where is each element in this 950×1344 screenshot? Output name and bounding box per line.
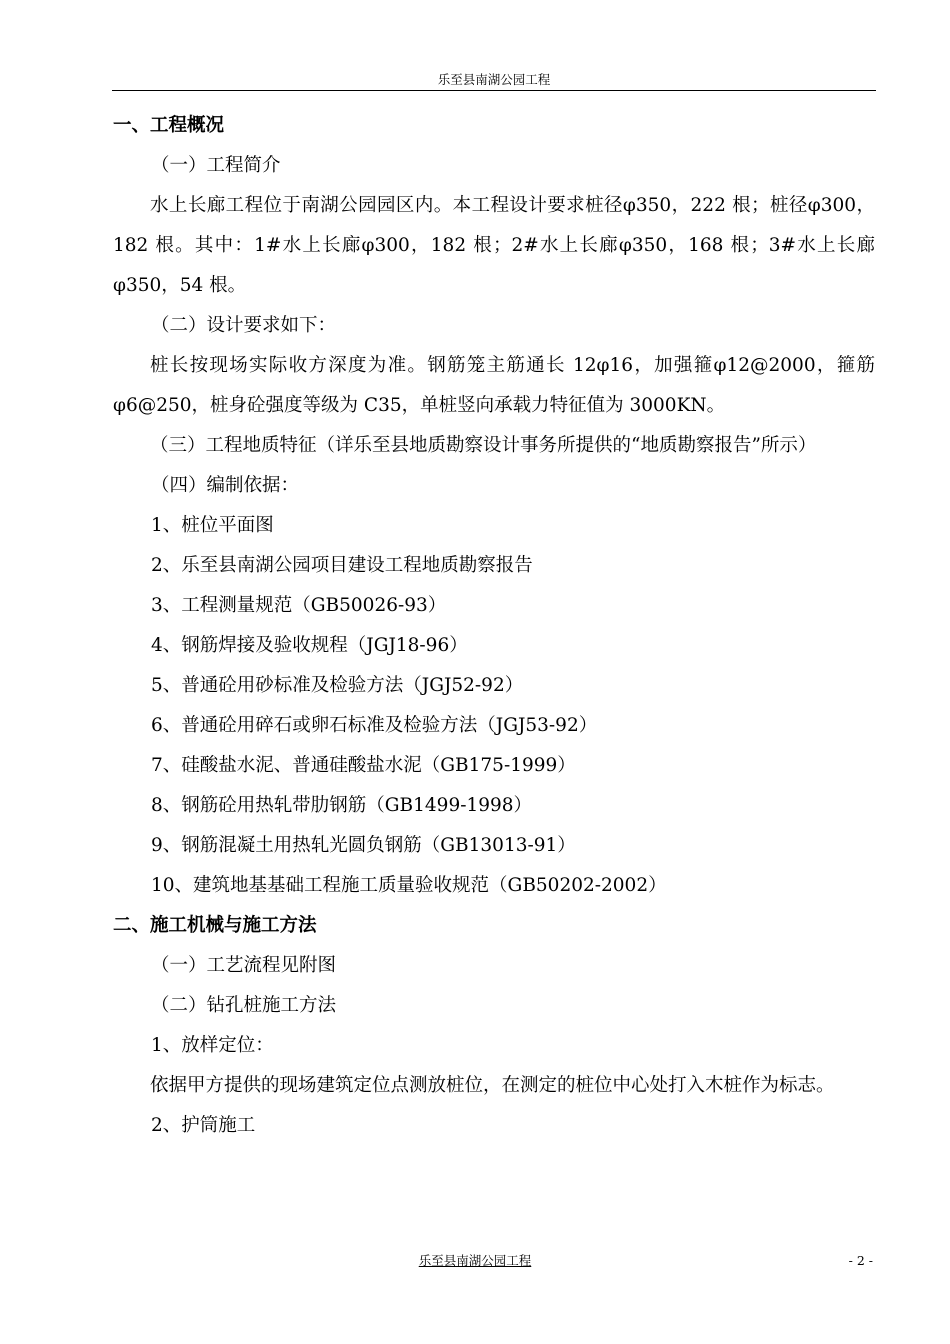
page-content [113,106,875,1146]
basis-item: 10、建筑地基基础工程施工质量验收规范（GB50202-2002） [151,875,667,896]
subsection-geology: （三）工程地质特征（详乐至县地质勘察设计事务所提供的“地质勘察报告”所示） [150,435,817,456]
subsection-basis: （四）编制依据： [151,475,300,496]
subsection-bored-pile-method: （二）钻孔桩施工方法 [151,995,337,1016]
section-2-title: 二、施工机械与施工方法 [113,915,317,936]
basis-item: 4、钢筋焊接及验收规程（JGJ18-96） [151,635,468,656]
paragraph-setting-out: 依据甲方提供的现场建筑定位点测放桩位，在测定的桩位中心处打入木桩作为标志。 [150,1075,835,1096]
subsection-project-intro: （一）工程简介 [151,155,281,176]
page-footer [0,1252,950,1270]
basis-item: 3、工程测量规范（GB50026-93） [151,595,447,616]
page-header: 乐至县南湖公园工程 [112,70,876,91]
basis-item: 6、普通砼用碎石或卵石标准及检验方法（JGJ53-92） [151,715,598,736]
subsection-process-flow: （一）工艺流程见附图 [151,955,337,976]
basis-item: 8、钢筋砼用热轧带肋钢筋（GB1499-1998） [151,795,533,816]
page-number: - 2 - [848,1253,873,1268]
section-1-title: 一、工程概况 [113,115,225,136]
basis-item: 2、乐至县南湖公园项目建设工程地质勘察报告 [151,555,533,576]
paragraph-project-intro: 水上长廊工程位于南湖公园园区内。本工程设计要求桩径φ350，222 根；桩径φ300，182 根。其中：1#水上长廊φ300，182 根；2#水上长廊φ350，168 根；3#水上长廊φ350，54 根。 [113,195,875,296]
basis-item: 5、普通砼用砂标准及检验方法（JGJ52-92） [151,675,524,696]
item-setting-out: 1、放样定位： [151,1035,274,1056]
basis-item: 7、硅酸盐水泥、普通硅酸盐水泥（GB175-1999） [151,755,576,776]
basis-item: 9、钢筋混凝土用热轧光圆负钢筋（GB13013-91） [151,835,576,856]
subsection-design-requirements: （二）设计要求如下： [151,315,337,336]
footer-title: 乐至县南湖公园工程 [418,1253,532,1268]
basis-item: 1、桩位平面图 [151,515,274,536]
paragraph-design-requirements: 桩长按现场实际收方深度为准。钢筋笼主筋通长 12φ16，加强箍φ12@2000，箍筋φ6@250，桩身砼强度等级为 C35，单桩竖向承载力特征值为 3000KN。 [113,355,875,416]
item-casing: 2、护筒施工 [151,1115,256,1136]
